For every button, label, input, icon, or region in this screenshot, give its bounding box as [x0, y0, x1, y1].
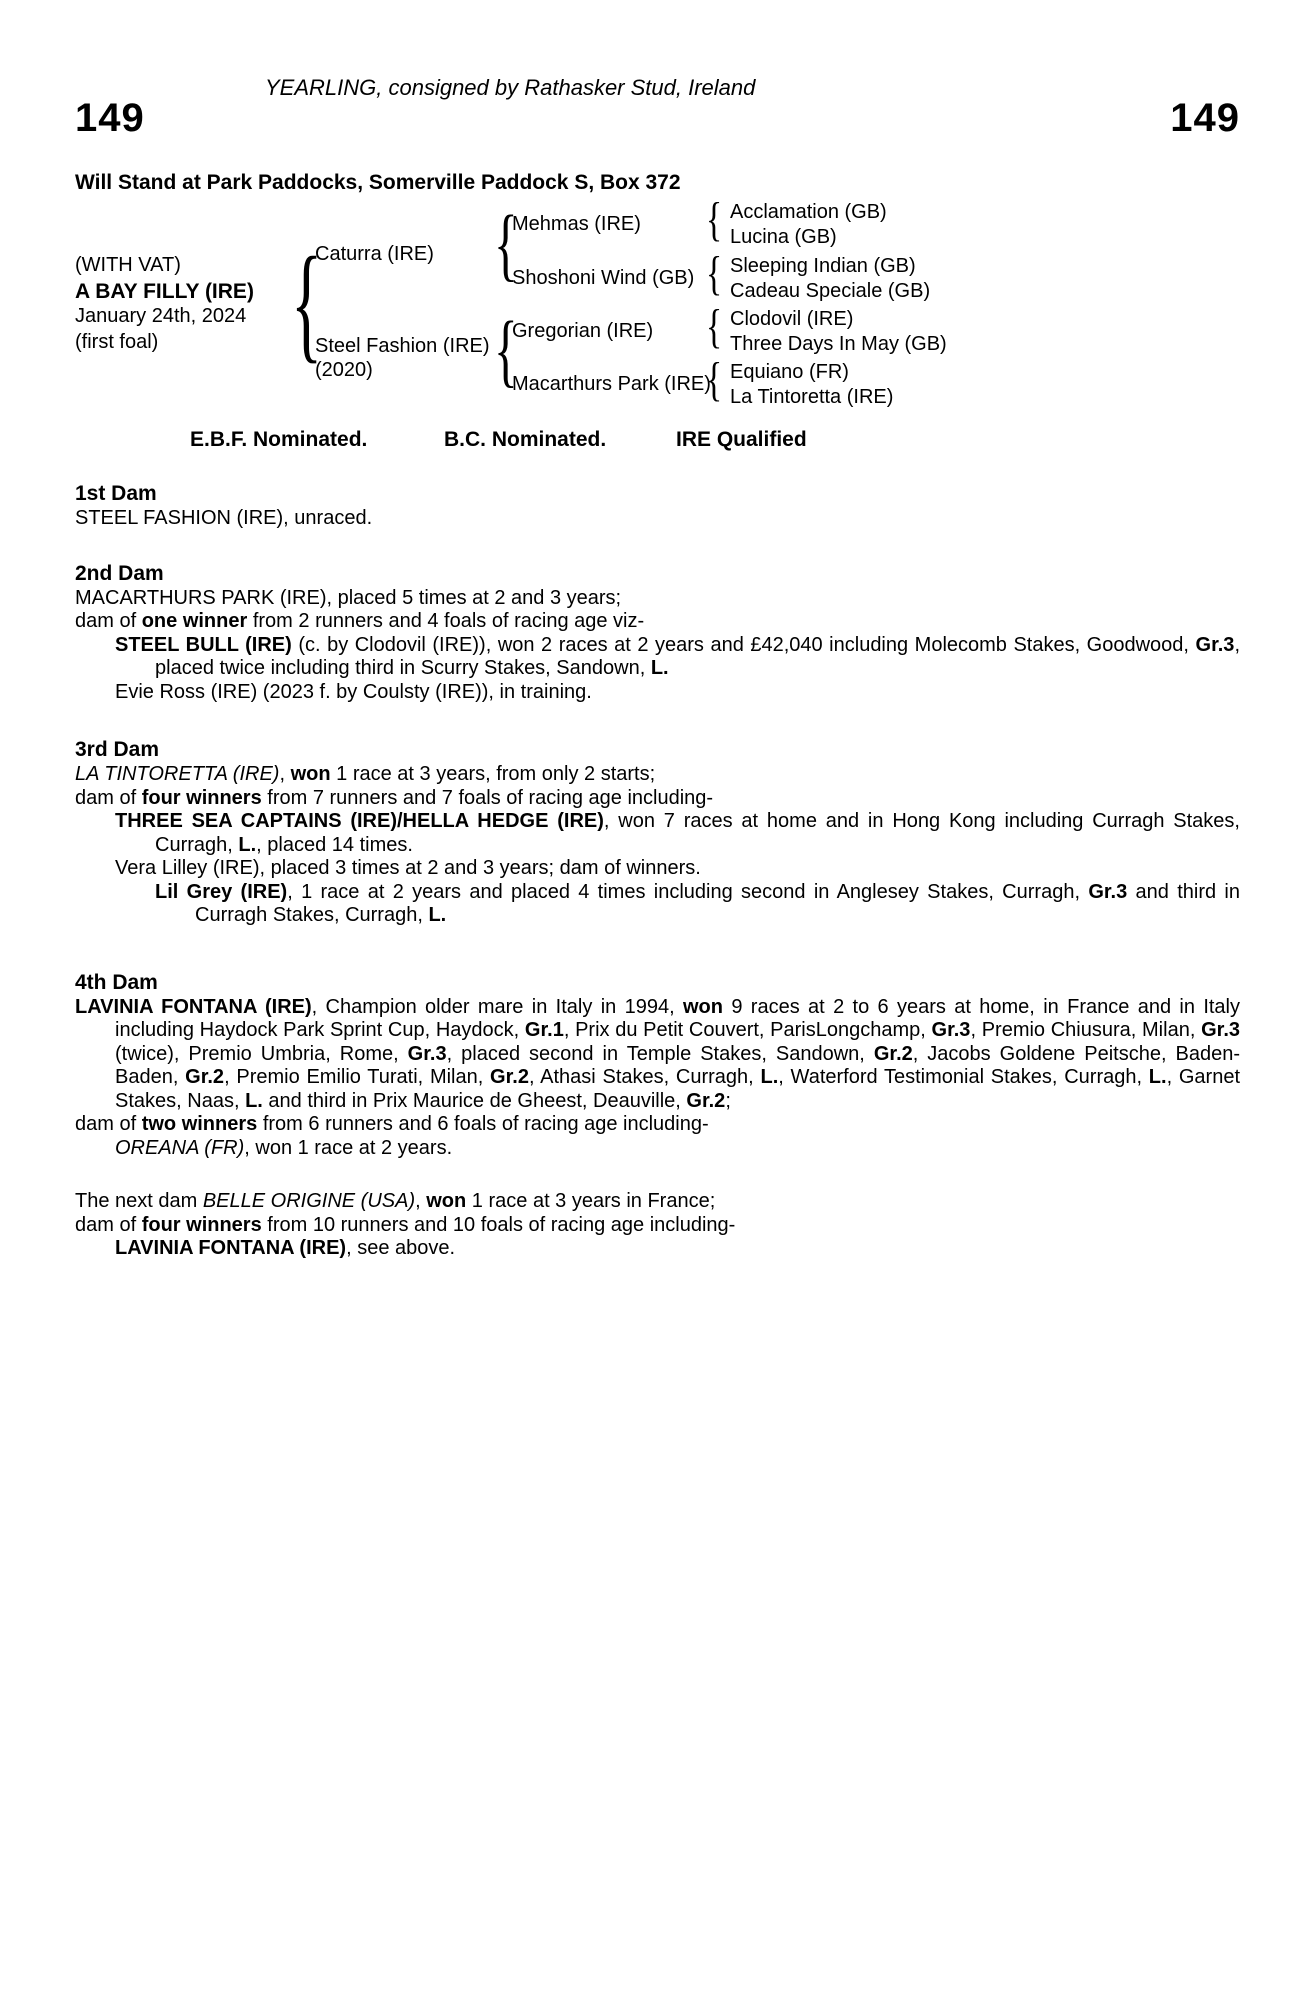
section-heading: 3rd Dam	[75, 738, 160, 761]
dam-record: LAVINIA FONTANA (IRE), Champion older mare in Italy in 1994, won 9 races at 2 to 6 years at home, in France and in Italy including Haydock Park Sprint Cup, Haydock, Gr.1, Prix du Petit Couvert, ParisLongchamp, Gr.3, Premio Chiusura, Milan, Gr.3 (twice), Premio Umbria, Rome, Gr.3, placed second in Temple Stakes, Sandown, Gr.2, Jacobs Goldene Peitsche, Baden-Baden, Gr.2, Premio Emilio Turati, Milan, Gr.2, Athasi Stakes, Curragh, L., Waterford Testimonial Stakes, Curragh, L., Garnet Stakes, Naas, L. and third in Prix Maurice de Gheest, Deauville, Gr.2;	[75, 995, 1241, 1112]
progeny-entry: Lil Grey (IRE), 1 race at 2 years and placed 4 times including second in Anglesey Stakes, Curragh, Gr.3 and third in Curragh Stakes, Curragh, L.	[155, 880, 1240, 926]
produce-summary: dam of two winners from 6 runners and 6 foals of racing age including-	[75, 1113, 709, 1135]
grandsire-name: Gregorian (IRE)	[512, 320, 654, 342]
subject-name: A BAY FILLY (IRE)	[75, 279, 254, 303]
foaling-date: January 24th, 2024	[75, 305, 247, 327]
great-grandparent-name: Acclamation (GB)	[730, 201, 887, 223]
second-dam-section	[75, 561, 1240, 705]
dam-name	[315, 334, 490, 382]
vat-note: (WITH VAT)	[75, 254, 181, 276]
consignor-line: YEARLING, consigned by Rathasker Stud, Ireland	[265, 75, 756, 100]
progeny-entry: OREANA (FR), won 1 race at 2 years.	[115, 1136, 453, 1159]
grandsire-name: Mehmas (IRE)	[512, 213, 641, 235]
subject-horse	[75, 253, 254, 355]
pedigree-brace	[706, 196, 722, 244]
dam-record: MACARTHURS PARK (IRE), placed 5 times at 2 and 3 years;	[75, 586, 622, 609]
sire-name: Caturra (IRE)	[315, 243, 434, 265]
lot-number-left: 149	[75, 96, 145, 140]
produce-summary: dam of four winners from 10 runners and 10 foals of racing age including-	[75, 1213, 736, 1236]
dam-name-line: Steel Fashion (IRE)	[315, 335, 490, 357]
pedigree-brace	[706, 303, 722, 351]
progeny-entry: Evie Ross (IRE) (2023 f. by Coulsty (IRE)), in training.	[115, 680, 592, 703]
great-grandparent-name: Clodovil (IRE)	[730, 308, 854, 330]
pedigree-brace	[706, 250, 722, 298]
first-dam-section	[75, 481, 1240, 531]
granddam-name: Macarthurs Park (IRE)	[512, 373, 711, 395]
dam-record: LA TINTORETTA (IRE), won 1 race at 3 years, from only 2 starts;	[75, 763, 656, 785]
bc-nomination: B.C. Nominated.	[444, 428, 607, 451]
fourth-dam-section	[75, 970, 1240, 1161]
produce-summary: dam of four winners from 7 runners and 7 foals of racing age including-	[75, 786, 714, 809]
ire-qualified: IRE Qualified	[676, 428, 807, 451]
page-header	[75, 60, 1240, 168]
lot-number-right: 149	[1170, 96, 1240, 140]
stand-location-line: Will Stand at Park Paddocks, Somerville Paddock S, Box 372	[75, 171, 681, 194]
great-grandparent-name: Equiano (FR)	[730, 361, 849, 383]
progeny-entry: THREE SEA CAPTAINS (IRE)/HELLA HEDGE (IRE), won 7 races at home and in Hong Kong including Curragh Stakes, Curragh, L., placed 14 times.	[115, 810, 1240, 856]
dam-record: STEEL FASHION (IRE), unraced.	[75, 507, 373, 529]
dam-record: The next dam BELLE ORIGINE (USA), won 1 race at 3 years in France;	[75, 1190, 716, 1212]
great-grandparent-name: Lucina (GB)	[730, 226, 837, 248]
section-heading: 4th Dam	[75, 970, 158, 994]
granddam-name: Shoshoni Wind (GB)	[512, 267, 695, 289]
foal-note: (first foal)	[75, 330, 159, 353]
section-heading: 2nd Dam	[75, 561, 164, 585]
ebf-nomination: E.B.F. Nominated.	[190, 428, 368, 451]
nominations-row	[75, 428, 1240, 454]
great-grandparent-name: Three Days In May (GB)	[730, 333, 947, 355]
next-dam-section	[75, 1190, 1240, 1261]
pedigree-chart	[75, 198, 1240, 428]
progeny-entry: STEEL BULL (IRE) (c. by Clodovil (IRE)), won 2 races at 2 years and £42,040 including Molecomb Stakes, Goodwood, Gr.3, placed twice including third in Scurry Stakes, Sandown, L.	[115, 633, 1240, 679]
dam-year-line: (2020)	[315, 359, 373, 381]
section-heading: 1st Dam	[75, 482, 157, 505]
progeny-entry: Vera Lilley (IRE), placed 3 times at 2 and 3 years; dam of winners.	[115, 857, 701, 879]
third-dam-section	[75, 737, 1240, 928]
great-grandparent-name: La Tintoretta (IRE)	[730, 386, 894, 408]
produce-summary: dam of one winner from 2 runners and 4 foals of racing age viz-	[75, 610, 645, 632]
great-grandparent-name: Sleeping Indian (GB)	[730, 255, 916, 277]
progeny-entry: LAVINIA FONTANA (IRE), see above.	[115, 1237, 456, 1259]
pedigree-brace	[706, 356, 722, 404]
great-grandparent-name: Cadeau Speciale (GB)	[730, 280, 931, 302]
